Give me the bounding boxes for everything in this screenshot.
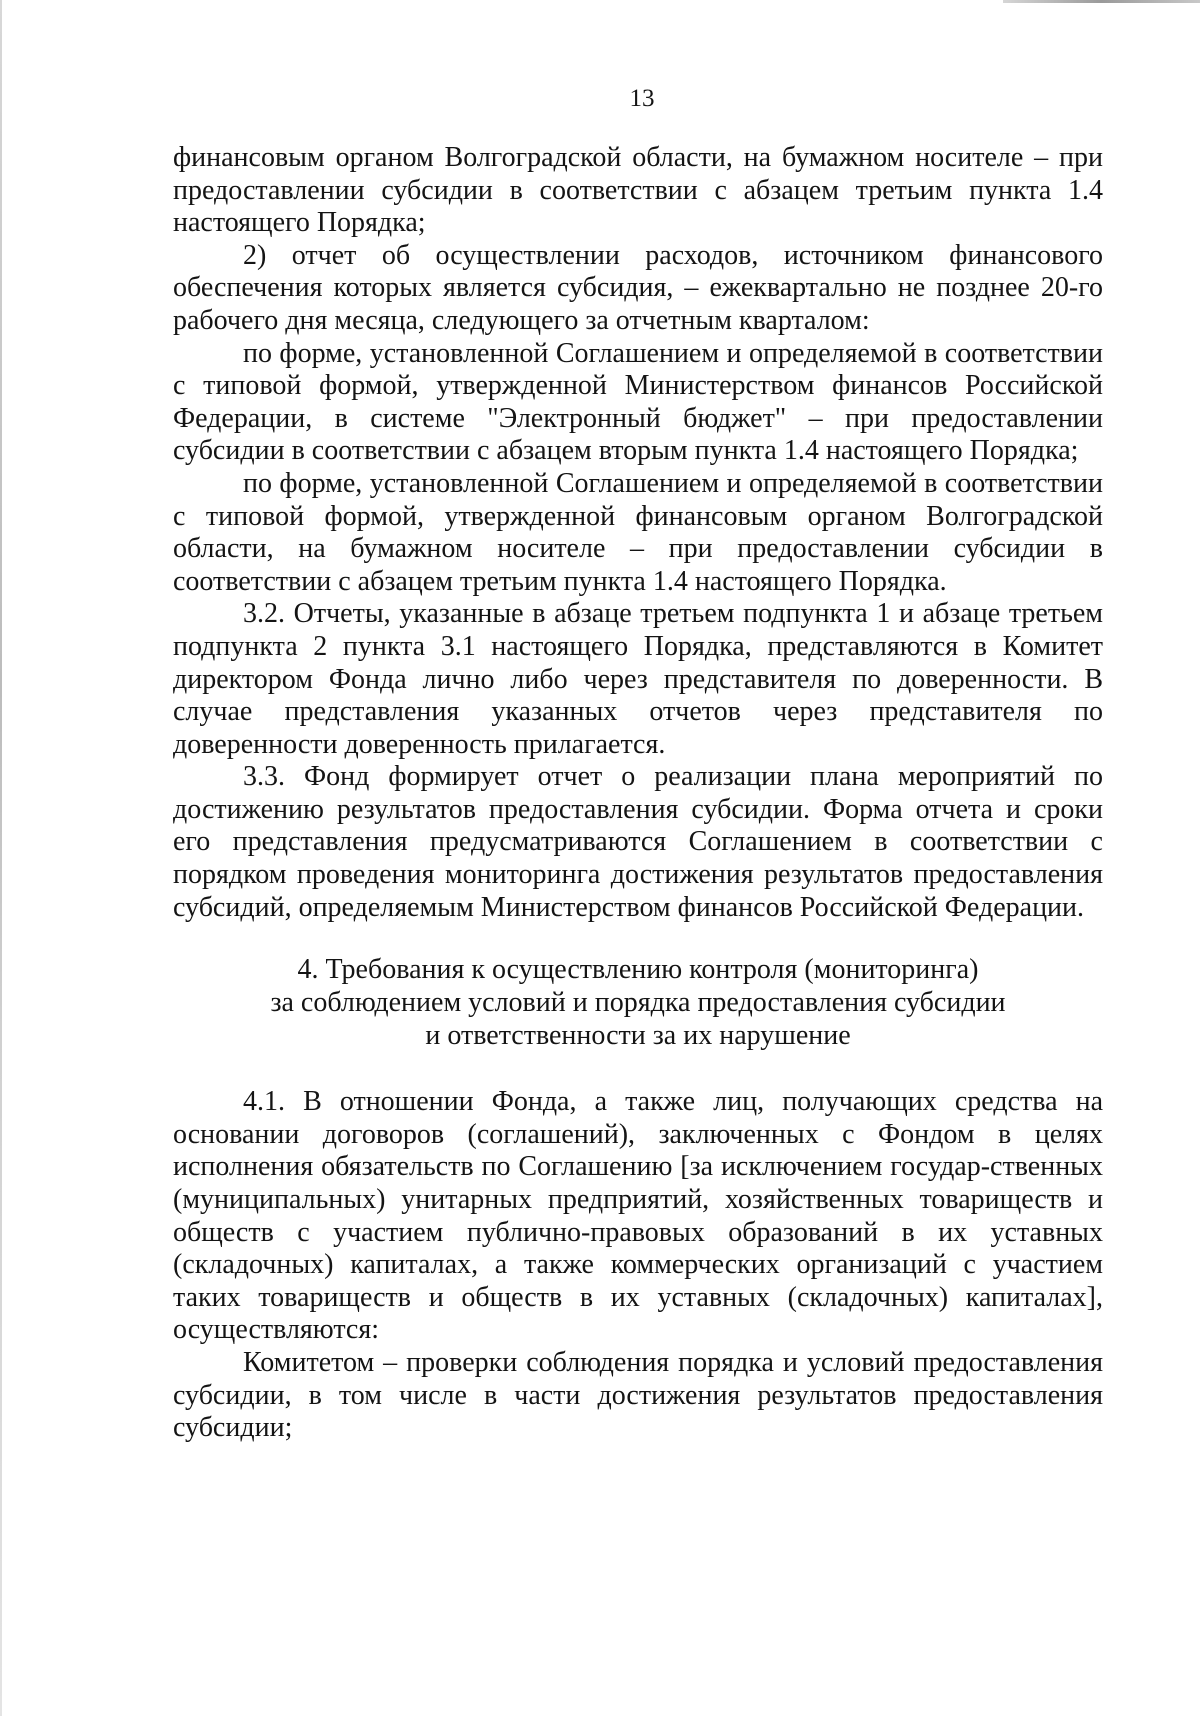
paragraph-continuation: финансовым органом Волгоградской области, на бумажном носителе – при предоставлении субсидии в соответствии с абзацем третьим пункта 1.4 настоящего Порядка; [173, 142, 1103, 239]
page-number: 13 [629, 85, 655, 112]
section-heading-line: 4. Требования к осуществлению контроля (мониторинга) [297, 954, 979, 986]
section-heading [173, 953, 1103, 1052]
paragraph-committee-checks: Комитетом – проверки соблюдения порядка и условий предоставления субсидии, в том числе в части достижения результатов предоставления субсидии; [173, 1347, 1103, 1444]
section-heading-line: за соблюдением условий и порядка предоставления субсидии [270, 987, 1006, 1019]
document-body [173, 142, 1103, 1445]
paragraph-report-item-2: 2) отчет об осуществлении расходов, источником финансового обеспечения которых является субсидия, – ежеквартально не позднее 20-го рабочего дня месяца, следующего за отчетным кварталом: [173, 239, 1103, 336]
paragraph-3-3: 3.3. Фонд формирует отчет о реализации плана мероприятий по достижению результатов предоставления субсидии. Форма отчета и сроки его представления предусматриваются Соглашением в соответствии с порядком проведения мониторинга достижения результатов предоставления субсидий, определяемым Министерством финансов Российской Федерации. [173, 761, 1103, 923]
paragraph-4-1: 4.1. В отношении Фонда, а также лиц, получающих средства на основании договоров (соглашений), заключенных с Фондом в целях исполнения обязательств по Соглашению [за исключением государ-ственных (муниципальных) унитарных предприятий, хозяйственных товариществ и обществ с участием публично-правовых образований в их уставных (складочных) капиталах, а также коммерческих организаций с участием таких товариществ и обществ в их уставных (складочных) капиталах], осуществляются: [173, 1086, 1103, 1346]
paragraph-3-2: 3.2. Отчеты, указанные в абзаце третьем подпункта 1 и абзаце третьем подпункта 2 пункта 3.1 настоящего Порядка, представляются в Комитет директором Фонда лично либо через представителя по доверенности. В случае представления указанных отчетов через представителя по доверенности доверенность прилагается. [173, 598, 1103, 760]
scan-edge-top [1003, 0, 1200, 3]
section-heading-line: и ответственности за их нарушение [425, 1020, 851, 1052]
paragraph-report-electronic: по форме, установленной Соглашением и определяемой в соответствии с типовой формой, утвержденной Министерством финансов Российской Федерации, в системе "Электронный бюджет" – при предоставлении субсидии в соответствии с абзацем вторым пункта 1.4 настоящего Порядка; [173, 337, 1103, 467]
paragraph-report-paper: по форме, установленной Соглашением и определяемой в соответствии с типовой формой, утвержденной финансовым органом Волгоградской области, на бумажном носителе – при предоставлении субсидии в соответствии с абзацем третьим пункта 1.4 настоящего Порядка. [173, 467, 1103, 597]
scan-edge-left [0, 0, 2, 1716]
